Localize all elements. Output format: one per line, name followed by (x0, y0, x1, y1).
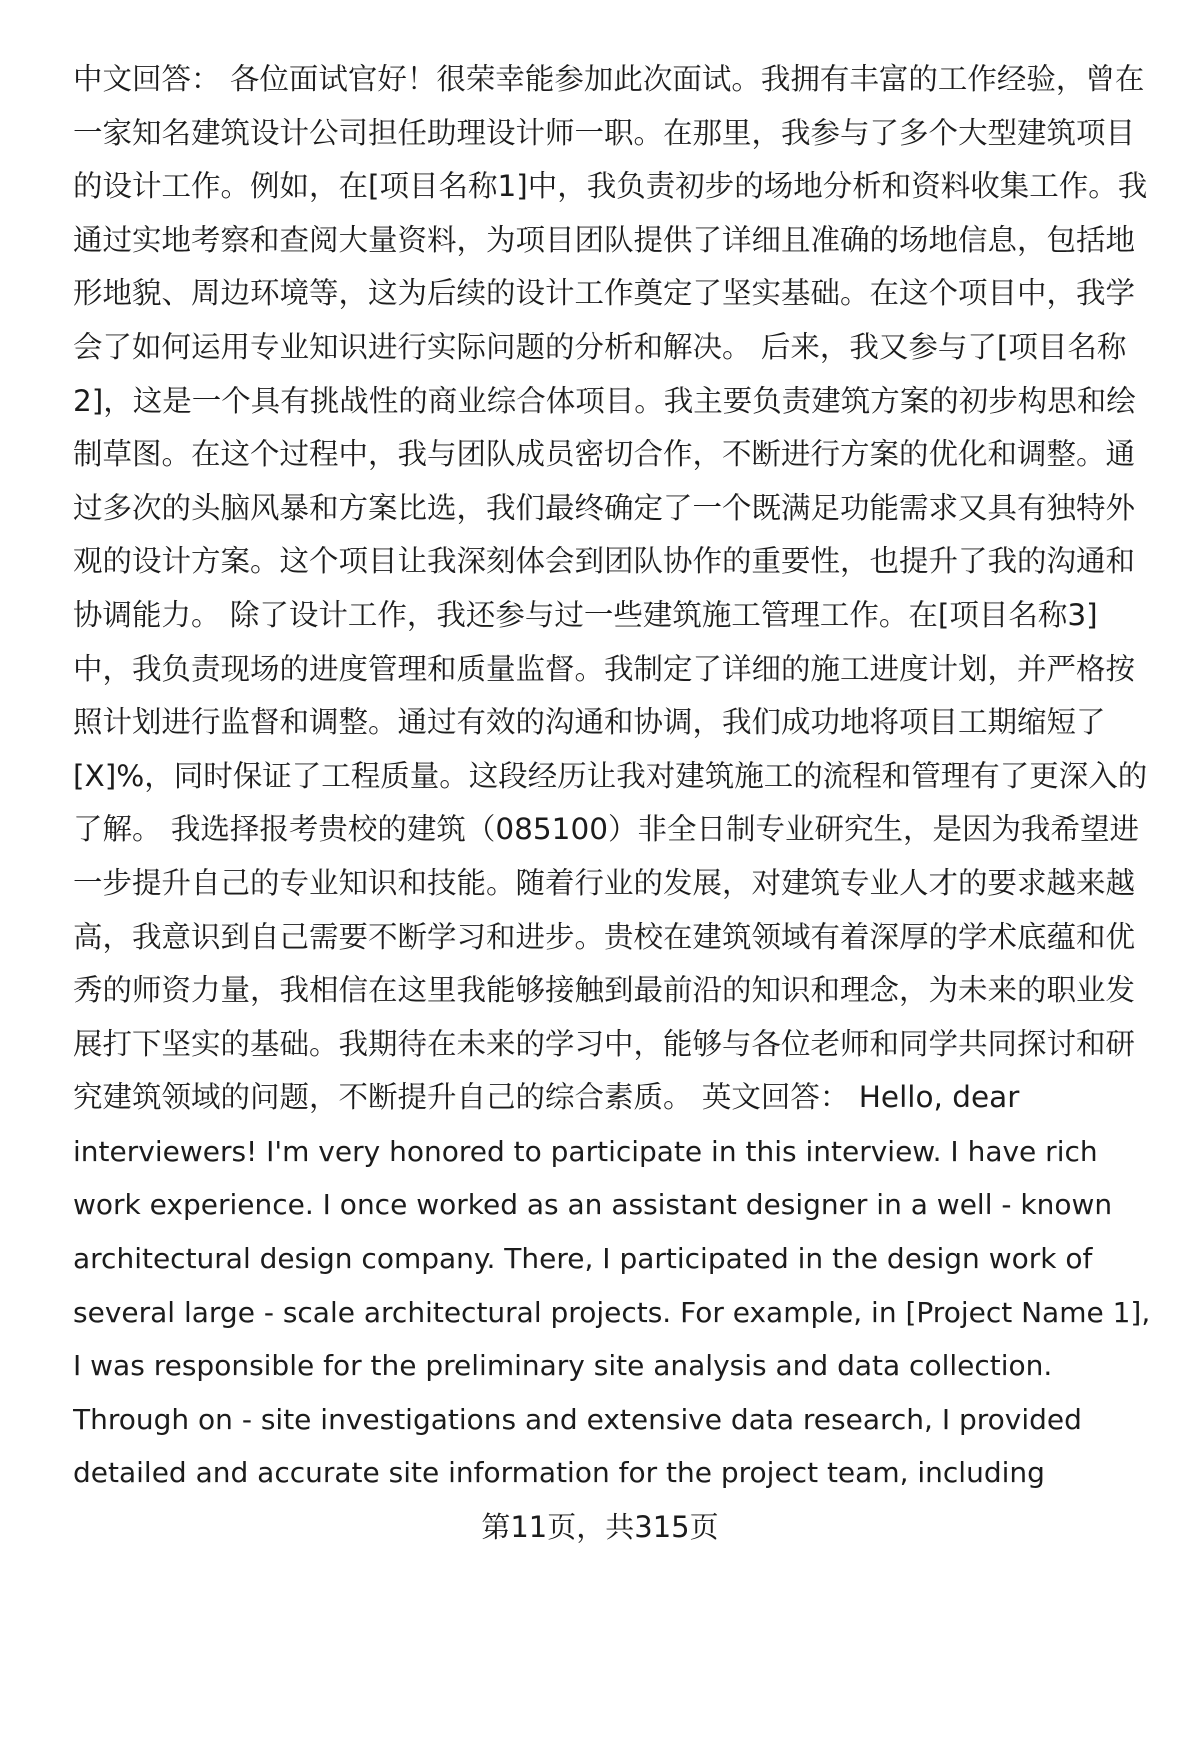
text-line: [X]%，同时保证了工程质量。这段经历让我对建筑施工的流程和管理有了更深入的 (73, 758, 1148, 793)
text-line: 过多次的头脑风暴和方案比选，我们最终确定了一个既满足功能需求又具有独特外 (73, 490, 1136, 525)
text-line: architectural design company. There, I participated in the design work of (73, 1242, 1093, 1276)
text-line: 一步提升自己的专业知识和技能。随着行业的发展，对建筑专业人才的要求越来越 (73, 865, 1136, 900)
text-line: 高，我意识到自己需要不断学习和进步。贵校在建筑领域有着深厚的学术底蕴和优 (73, 919, 1136, 954)
text-line: 展打下坚实的基础。我期待在未来的学习中，能够与各位老师和同学共同探讨和研 (73, 1026, 1136, 1061)
text-line: 通过实地考察和查阅大量资料，为项目团队提供了详细且准确的场地信息，包括地 (73, 222, 1136, 257)
answer-text-block (73, 53, 1158, 1500)
text-line: 会了如何运用专业知识进行实际问题的分析和解决。 后来，我又参与了[项目名称 (73, 329, 1127, 364)
text-line: 了解。 我选择报考贵校的建筑（085100）非全日制专业研究生，是因为我希望进 (73, 812, 1139, 847)
text-line: Through on - site investigations and extensive data research, I provided (73, 1402, 1082, 1436)
page-number-footer: 第11页，共315页 (481, 1510, 719, 1544)
text-line: 观的设计方案。这个项目让我深刻体会到团队协作的重要性，也提升了我的沟通和 (73, 544, 1136, 579)
text-line: 制草图。在这个过程中，我与团队成员密切合作，不断进行方案的优化和调整。通 (73, 437, 1136, 472)
text-line: 中文回答： 各位面试官好！很荣幸能参加此次面试。我拥有丰富的工作经验，曾在 (73, 62, 1145, 96)
text-line: 一家知名建筑设计公司担任助理设计师一职。在那里，我参与了多个大型建筑项目 (73, 115, 1136, 150)
text-line: 的设计工作。例如，在[项目名称1]中，我负责初步的场地分析和资料收集工作。我 (73, 169, 1148, 204)
text-line: work experience. I once worked as an assistant designer in a well - known (73, 1188, 1113, 1222)
text-line: 2]，这是一个具有挑战性的商业综合体项目。我主要负责建筑方案的初步构思和绘 (73, 383, 1136, 418)
text-line: 究建筑领域的问题，不断提升自己的综合素质。 英文回答： Hello, dear (73, 1080, 1020, 1115)
text-line: detailed and accurate site information for the project team, including (73, 1456, 1045, 1490)
text-line: several large - scale architectural projects. For example, in [Project Name 1], (73, 1295, 1151, 1329)
text-line: interviewers! I'm very honored to participate in this interview. I have rich (73, 1134, 1098, 1168)
text-line: 照计划进行监督和调整。通过有效的沟通和协调，我们成功地将项目工期缩短了 (73, 705, 1106, 740)
text-line: 中，我负责现场的进度管理和质量监督。我制定了详细的施工进度计划，并严格按 (73, 651, 1136, 686)
text-line: 协调能力。 除了设计工作，我还参与过一些建筑施工管理工作。在[项目名称3] (73, 597, 1098, 632)
text-line: 形地貌、周边环境等，这为后续的设计工作奠定了坚实基础。在这个项目中，我学 (73, 276, 1136, 311)
text-line: I was responsible for the preliminary site analysis and data collection. (73, 1349, 1053, 1383)
text-line: 秀的师资力量，我相信在这里我能够接触到最前沿的知识和理念，为未来的职业发 (73, 973, 1136, 1008)
